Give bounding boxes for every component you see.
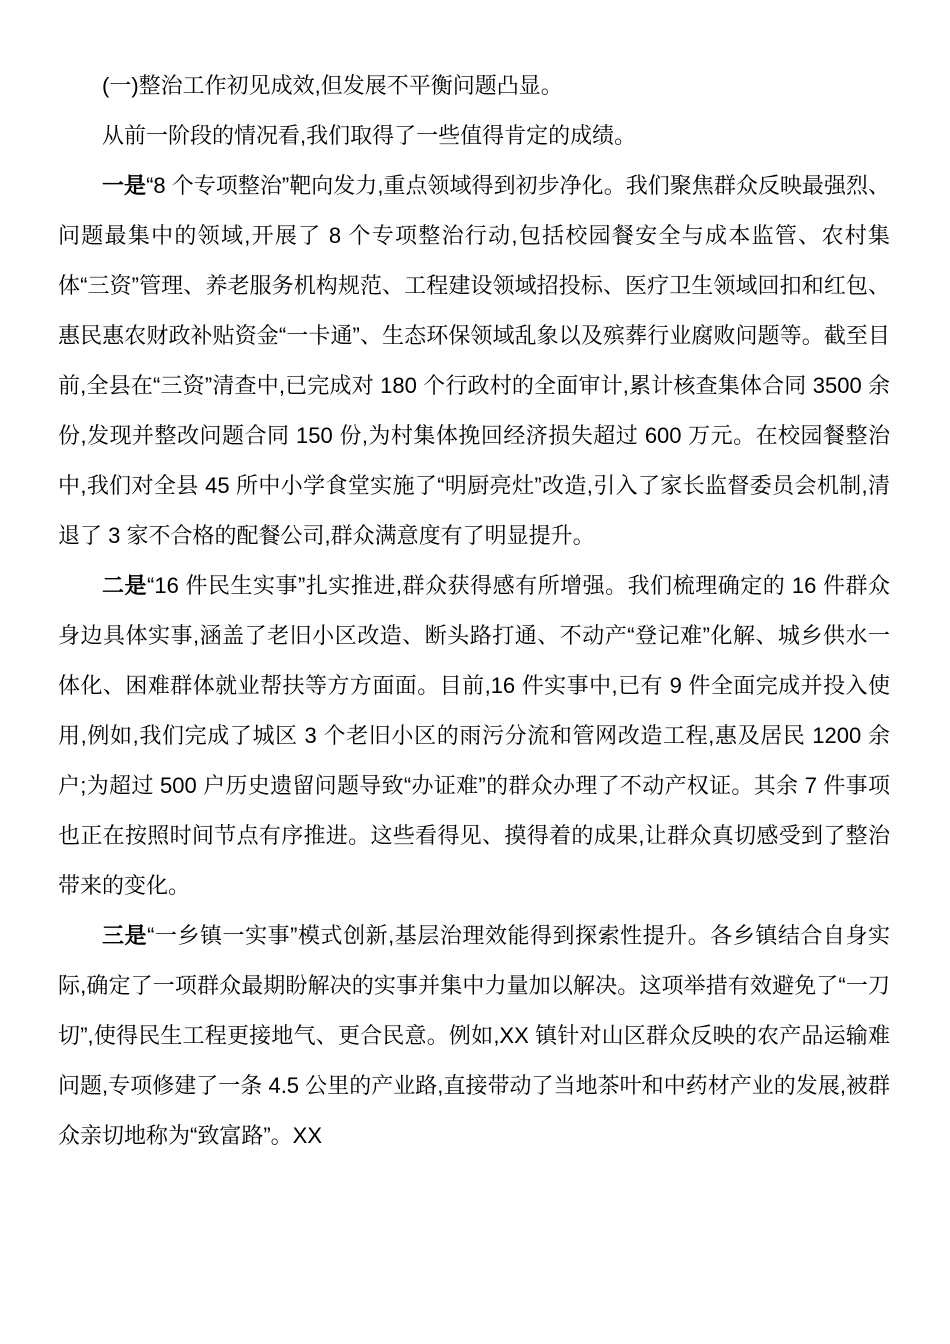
paragraph-text: 从前一阶段的情况看,我们取得了一些值得肯定的成绩。 xyxy=(102,123,637,148)
paragraph-bold-lead: 三是 xyxy=(102,923,148,948)
paragraph-point-3 xyxy=(58,911,890,1161)
paragraph-point-2 xyxy=(58,561,890,911)
paragraph-text: “一乡镇一实事”模式创新,基层治理效能得到探索性提升。各乡镇结合自身实际,确定了一项群众最期盼解决的实事并集中力量加以解决。这项举措有效避免了“一刀切”,使得民生工程更接地气、更合民意。例如,XX 镇针对山区群众反映的农产品运输难问题,专项修建了一条 4.5 公里的产业路,直接带动了当地茶叶和中药材产业的发展,被群众亲切地称为“致富路”。XX xyxy=(58,923,890,1148)
paragraph-heading-1 xyxy=(58,61,890,111)
paragraph-text: “8 个专项整治”靶向发力,重点领域得到初步净化。我们聚焦群众反映最强烈、问题最集中的领域,开展了 8 个专项整治行动,包括校园餐安全与成本监管、农村集体“三资”管理、养老服务机构规范、工程建设领域招投标、医疗卫生领域回扣和红包、惠民惠农财政补贴资金“一卡通”、生态环保领域乱象以及殡葬行业腐败问题等。截至目前,全县在“三资”清查中,已完成对 180 个行政村的全面审计,累计核查集体合同 3500 余份,发现并整改问题合同 150 份,为村集体挽回经济损失超过 600 万元。在校园餐整治中,我们对全县 45 所中小学食堂实施了“明厨亮灶”改造,引入了家长监督委员会机制,清退了 3 家不合格的配餐公司,群众满意度有了明显提升。 xyxy=(58,173,890,548)
paragraph-intro xyxy=(58,111,890,161)
paragraph-bold-lead: 一是 xyxy=(102,173,147,198)
paragraph-text: “16 件民生实事”扎实推进,群众获得感有所增强。我们梳理确定的 16 件群众身边具体实事,涵盖了老旧小区改造、断头路打通、不动产“登记难”化解、城乡供水一体化、困难群体就业帮扶等方方面面。目前,16 件实事中,已有 9 件全面完成并投入使用,例如,我们完成了城区 3 个老旧小区的雨污分流和管网改造工程,惠及居民 1200 余户;为超过 500 户历史遗留问题导致“办证难”的群众办理了不动产权证。其余 7 件事项也正在按照时间节点有序推进。这些看得见、摸得着的成果,让群众真切感受到了整治带来的变化。 xyxy=(58,573,890,898)
paragraph-text: (一)整治工作初见成效,但发展不平衡问题凸显。 xyxy=(102,73,563,98)
paragraph-bold-lead: 二是 xyxy=(102,573,148,598)
paragraph-point-1 xyxy=(58,161,890,561)
